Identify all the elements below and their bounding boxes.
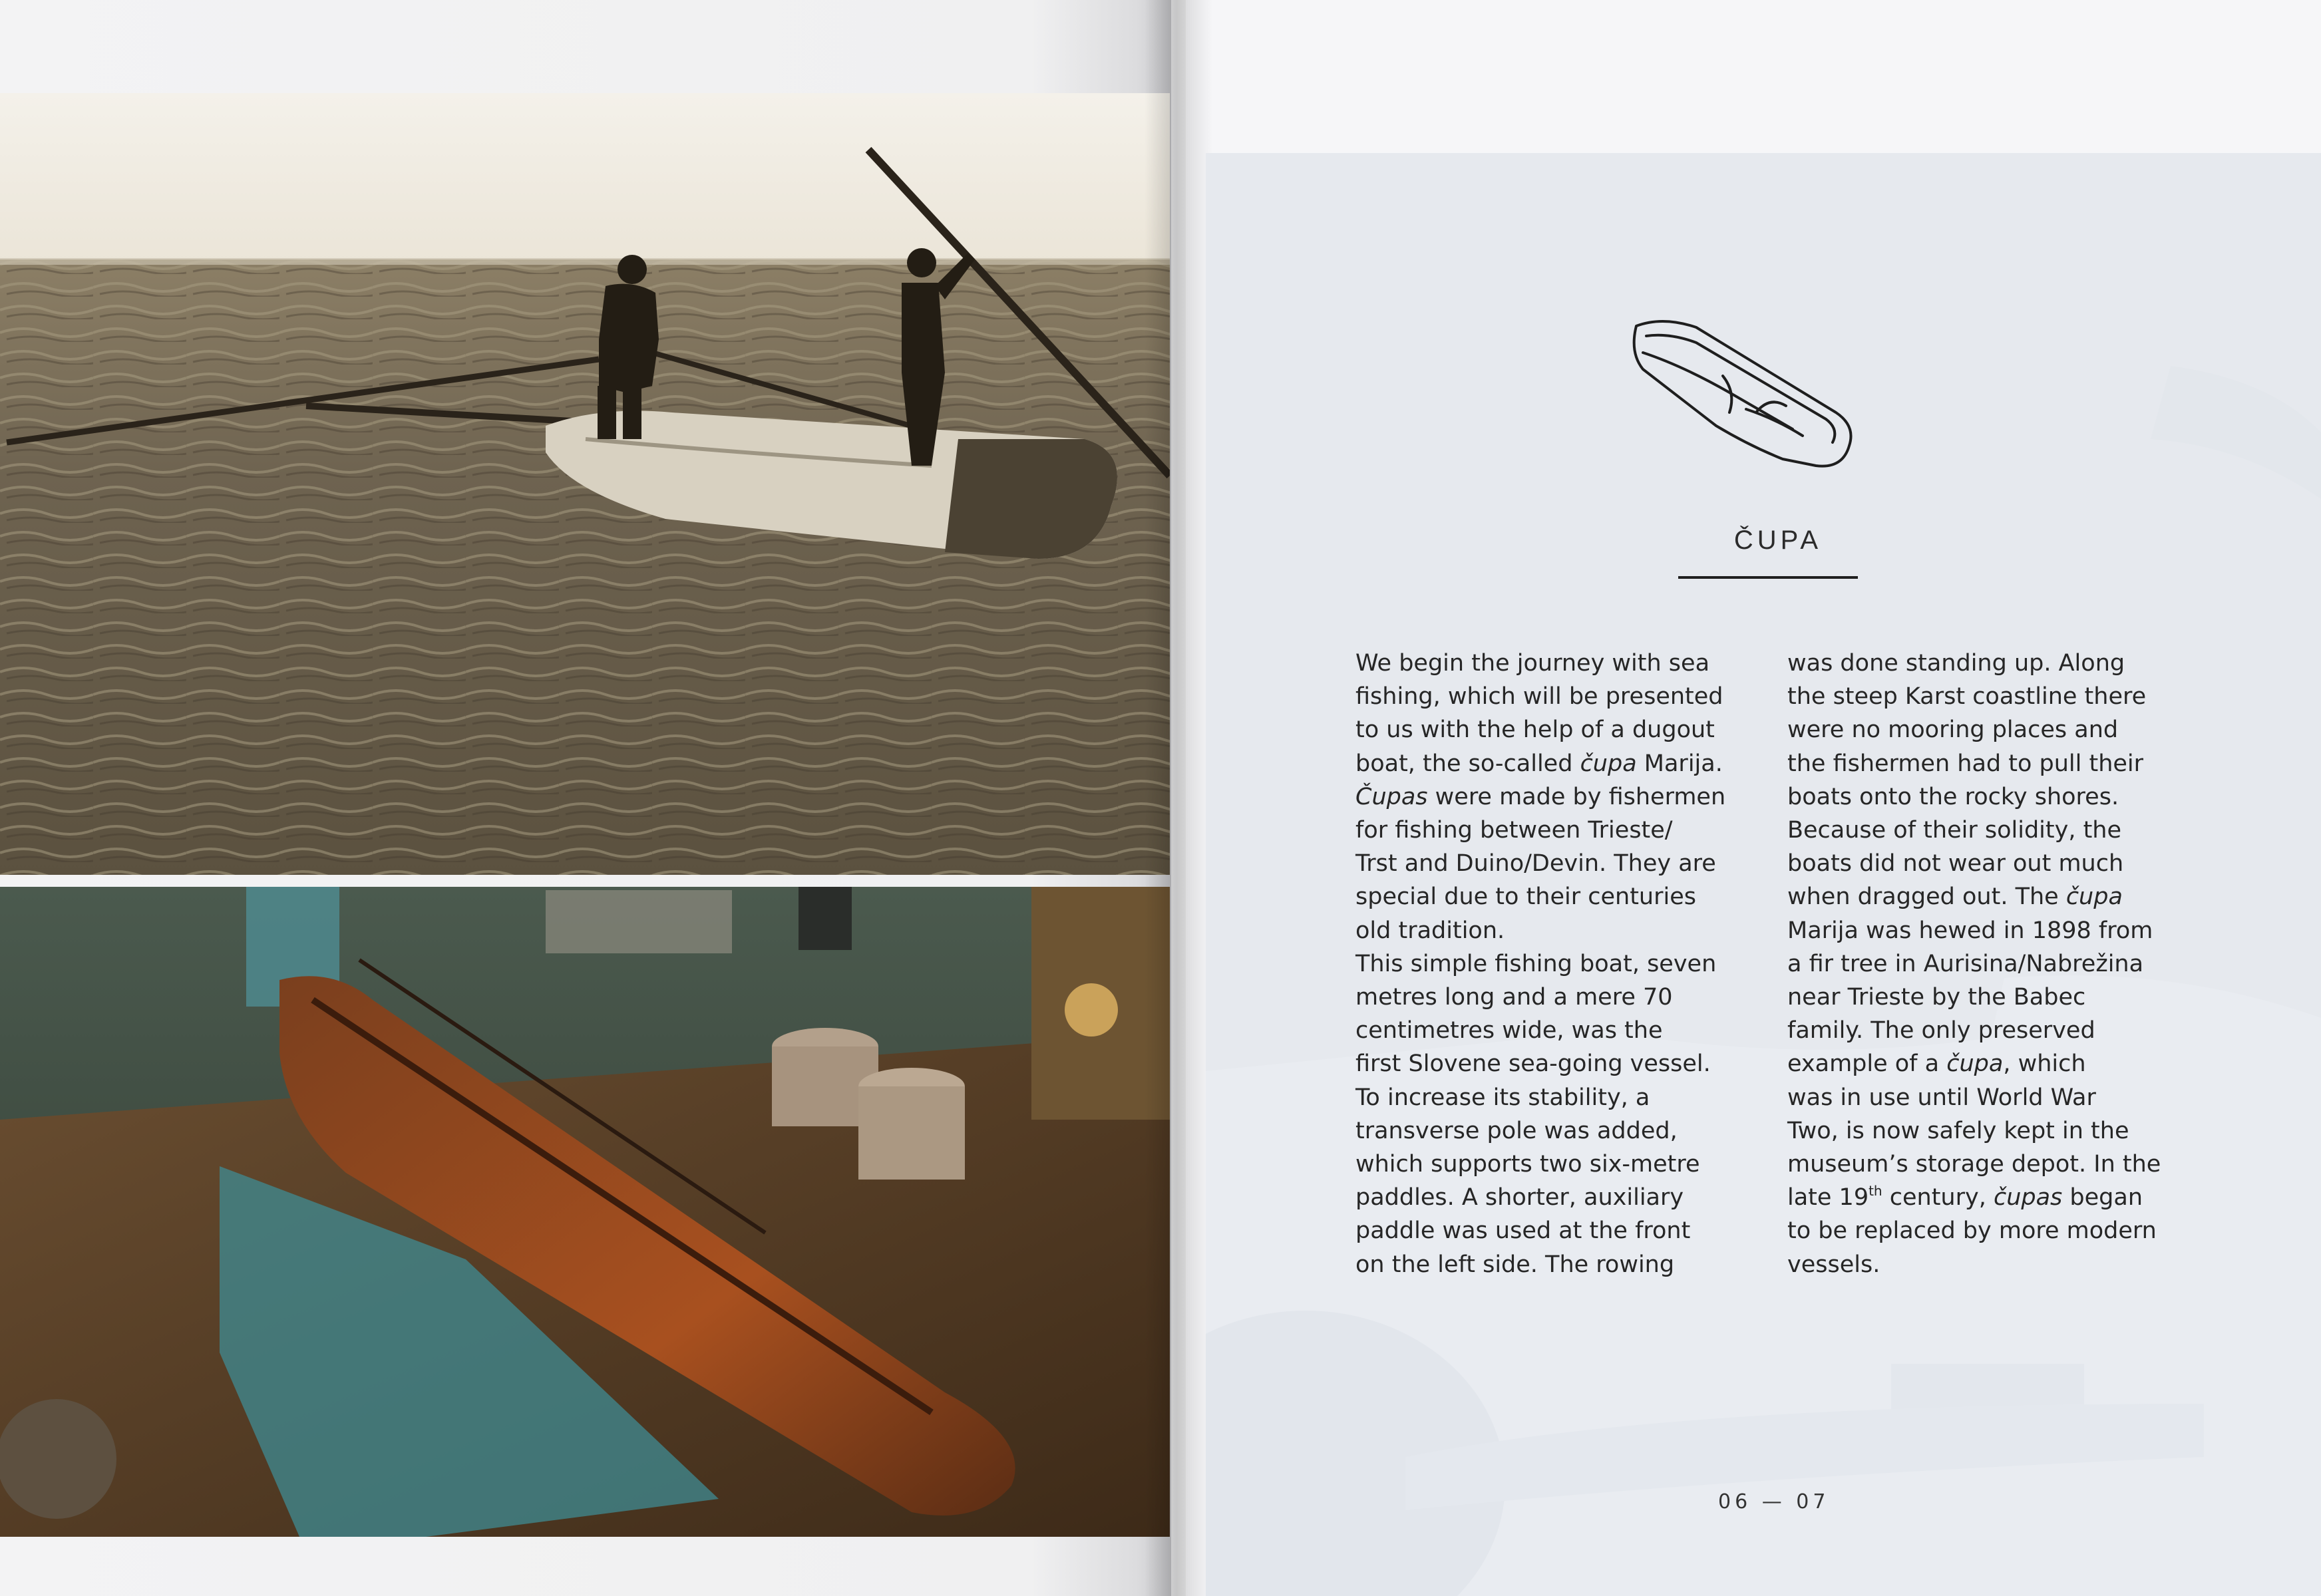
heading-underline (1678, 576, 1858, 579)
text-line: boats onto the rocky shores. (1787, 783, 2119, 810)
body-text-column-2 (1787, 647, 2207, 1281)
text-line: museum’s storage depot. In the (1787, 1151, 2161, 1178)
text-line: old tradition. (1355, 917, 1505, 944)
text-line: centimetres wide, was the (1355, 1017, 1663, 1044)
text-line: transverse pole was added, (1355, 1117, 1678, 1144)
text-line: first Slovene sea-going vessel. (1355, 1050, 1711, 1078)
text-line: Two, is now safely kept in the (1787, 1117, 2129, 1144)
archival-fishermen-dugout-photo (0, 93, 1170, 875)
text-line: for fishing between Trieste/ (1355, 817, 1673, 844)
body-text-column-1 (1355, 647, 1775, 1281)
dugout-boat-sketch-icon (1623, 313, 1869, 479)
text-line: was done standing up. Along (1787, 650, 2125, 677)
text-line: special due to their centuries (1355, 883, 1696, 911)
page-heading: ČUPA (1733, 526, 1823, 555)
text-line: vessels. (1787, 1251, 1880, 1278)
text-line: boat, the so-called čupa Marija. (1355, 750, 1723, 777)
text-line: Čupas were made by fishermen (1355, 783, 1726, 810)
text-line: near Trieste by the Babec (1787, 984, 2086, 1011)
text-line: to be replaced by more modern (1787, 1217, 2157, 1245)
text-line: This simple fishing boat, seven (1355, 950, 1717, 977)
text-line: We begin the journey with sea (1355, 650, 1710, 677)
text-line: which supports two six-metre (1355, 1151, 1700, 1178)
text-line: Because of their solidity, the (1787, 817, 2122, 844)
text-line: a fir tree in Aurisina/Nabrežina (1787, 950, 2144, 977)
text-line: family. The only preserved (1787, 1017, 2095, 1044)
text-line: when dragged out. The čupa (1787, 883, 2123, 911)
page-number: 06 — 07 (1718, 1490, 1830, 1514)
text-line: Trst and Duino/Devin. They are (1355, 850, 1716, 878)
text-line: the fishermen had to pull their (1787, 750, 2144, 777)
text-line: paddle was used at the front (1355, 1217, 1691, 1245)
text-line: Marija was hewed in 1898 from (1787, 917, 2153, 944)
text-line: to us with the help of a dugout (1355, 717, 1715, 744)
text-line: late 19th century, čupas began (1787, 1183, 2143, 1211)
text-line: To increase its stability, a (1355, 1084, 1650, 1111)
text-line: fishing, which will be presented (1355, 683, 1723, 711)
right-page (1186, 0, 2321, 1596)
text-line: on the left side. The rowing (1355, 1251, 1675, 1278)
museum-dugout-exhibit-photo (0, 887, 1170, 1537)
text-line: metres long and a mere 70 (1355, 984, 1673, 1011)
text-line: was in use until World War (1787, 1084, 2096, 1111)
text-line: paddles. A shorter, auxiliary (1355, 1184, 1684, 1211)
text-line: boats did not wear out much (1787, 850, 2124, 878)
text-line: the steep Karst coastline there (1787, 683, 2147, 711)
text-line: example of a čupa, which (1787, 1050, 2086, 1078)
text-line: were no mooring places and (1787, 717, 2119, 744)
